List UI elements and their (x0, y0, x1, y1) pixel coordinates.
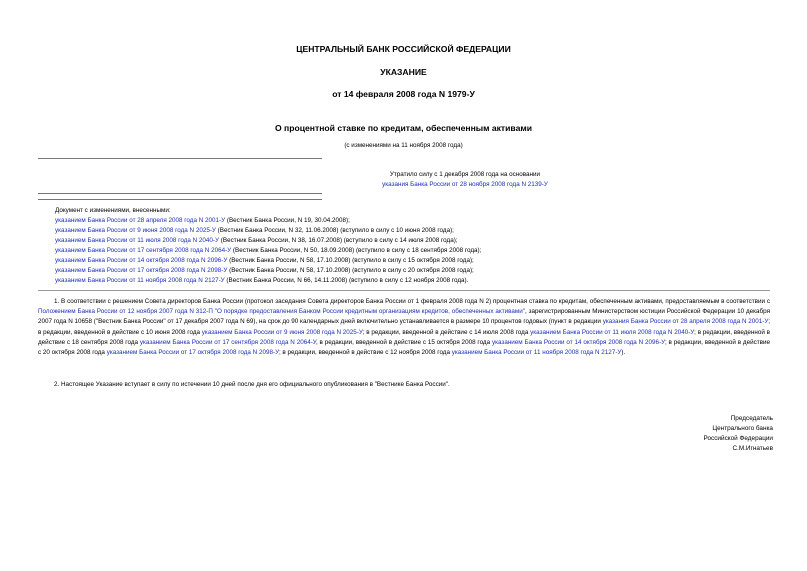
divider-mid-2 (38, 199, 322, 200)
regulation-link[interactable]: Положением Банка России от 12 ноября 2007 года N 312-П "О порядке предоставления Банком России кредитным организациям кредитов, обеспеченных активами" (38, 308, 525, 316)
signatory-name: С.М.Игнатьев (732, 445, 773, 452)
amendment-link[interactable]: указанием Банка России от 28 апреля 2008 года N 2001-У (55, 217, 226, 224)
signature-line: Центрального банка (712, 425, 773, 432)
list-item (55, 276, 755, 286)
amendment-link[interactable]: указанием Банка России от 17 октября 2008 года N 2098-У (55, 267, 228, 274)
amendment-source: (Вестник Банка России, N 50, 18.09.2008) (вступило в силу с 18 сентября 2008 года); (231, 247, 482, 254)
doc-date: от 14 февраля 2008 года N 1979-У (332, 89, 475, 99)
changes-list (55, 206, 755, 286)
amendment-source: (Вестник Банка России, N 19, 30.04.2008); (225, 217, 350, 224)
paragraph-text: ; в редакции, введенной в действие с 10 июня 2008 года (38, 318, 770, 336)
list-item (55, 256, 755, 266)
amendment-link[interactable]: указанием Банка России от 14 октября 2008 года N 2096-У (491, 338, 665, 346)
paragraph-text: 2. Настоящее Указание вступает в силу по истечении 10 дней после дня его официального опубликования в "Вестнике Банка России". (54, 381, 450, 388)
paragraph-text: ; в редакции, введенной в действие с 20 октября 2008 года (38, 338, 770, 357)
doc-title: О процентной ставке по кредитам, обеспеченным активами (274, 123, 533, 133)
amendment-source: (Вестник Банка России, N 58, 17.10.2008) (вступило в силу с 20 октября 2008 года); (227, 267, 474, 274)
paragraph-text: , в редакции, введенной в действие с 15 октября 2008 года (315, 338, 492, 346)
paragraph-1 (38, 297, 770, 358)
doc-type: УКАЗАНИЕ (380, 67, 427, 77)
amendment-link[interactable]: указанием Банка России от 11 июля 2008 года N 2040-У (55, 237, 220, 244)
list-item (55, 216, 755, 226)
list-item (55, 226, 755, 236)
expired-text: Утратило силу с 1 декабря 2008 года на основании (389, 171, 541, 178)
divider-top (38, 158, 322, 159)
amendment-link[interactable]: указанием Банка России от 11 ноября 2008 года N 2127-У (451, 349, 622, 357)
amendment-source: (Вестник Банка России, N 32, 11.06.2008) (вступило в силу с 10 июня 2008 года); (215, 227, 454, 234)
org-name: ЦЕНТРАЛЬНЫЙ БАНК РОССИЙСКОЙ ФЕДЕРАЦИИ (296, 44, 511, 54)
expired-link[interactable]: указания Банка России от 28 ноября 2008 года N 2139-У (382, 181, 548, 188)
list-item (55, 236, 755, 246)
amendment-source: (Вестник Банка России, N 38, 16.07.2008) (вступило в силу с 14 июля 2008 года); (219, 237, 458, 244)
amendment-source: (Вестник Банка России, N 66, 14.11.2008) (вступило в силу с 12 ноября 2008 года). (224, 277, 469, 284)
amendment-source: (Вестник Банка России, N 58, 17.10.2008) (вступило в силу с 15 октября 2008 года); (227, 257, 474, 264)
divider-mid-1 (38, 193, 322, 194)
amendment-link[interactable]: указанием Банка России от 14 октября 2008 года N 2096-У (55, 257, 228, 264)
list-item (55, 266, 755, 276)
changes-note: (с изменениями на 11 ноября 2008 года) (344, 142, 463, 149)
signature-block (704, 414, 774, 454)
paragraph-text: ; в редакции, введенной в действие с 18 сентября 2008 года (38, 328, 771, 346)
paragraph-text: ; в редакции, введенной в действие с 12 ноября 2008 года (278, 349, 452, 357)
divider-body (38, 290, 770, 291)
paragraph-text: 1. В соответствии с решением Совета директоров Банка России (протокол заседания Совета директоров Банка России от 1 февраля 2008 года N 2) процентная ставка по кредитам, обеспеченным активами, предоставляемым в соответствии с (54, 298, 770, 305)
paragraph-text: , зарегистрированным Министерством юстиции Российской Федерации 10 декабря 2007 года N 10658 ("Вестник Банка России" от 17 декабря 2007 года N 69), на срок до 90 календарных дней включительно устанавливается в размере 10 процентов годовых (пункт в редакции (38, 308, 770, 326)
amendment-link[interactable]: указанием Банка России от 9 июня 2008 года N 2025-У (201, 328, 363, 336)
signature-line: Председатель (730, 415, 773, 422)
amendment-link[interactable]: указанием Банка России от 11 ноября 2008 года N 2127-У (55, 277, 225, 284)
signature-line: Российской Федерации (703, 435, 773, 442)
amendment-link[interactable]: указанием Банка России от 17 октября 2008 года N 2098-У (106, 349, 279, 357)
amendment-link[interactable]: указанием Банка России от 11 июля 2008 года N 2040-У (530, 328, 695, 336)
amendment-link[interactable]: указанием Банка России от 9 июня 2008 года N 2025-У (55, 227, 216, 234)
list-item (55, 246, 755, 256)
amendment-link[interactable]: указания Банка России от 28 апреля 2008 года N 2001-У (602, 318, 769, 326)
amendment-link[interactable]: указанием Банка России от 17 сентября 2008 года N 2064-У (55, 247, 232, 254)
amendment-link[interactable]: указанием Банка России от 17 сентября 2008 года N 2064-У (139, 338, 316, 346)
paragraph-2 (38, 380, 770, 390)
paragraph-text: ; в редакции, введенной в действие с 14 июля 2008 года (362, 328, 531, 336)
changes-heading: Документ с изменениями, внесенными: (55, 207, 171, 214)
paragraph-text: ). (621, 349, 626, 357)
